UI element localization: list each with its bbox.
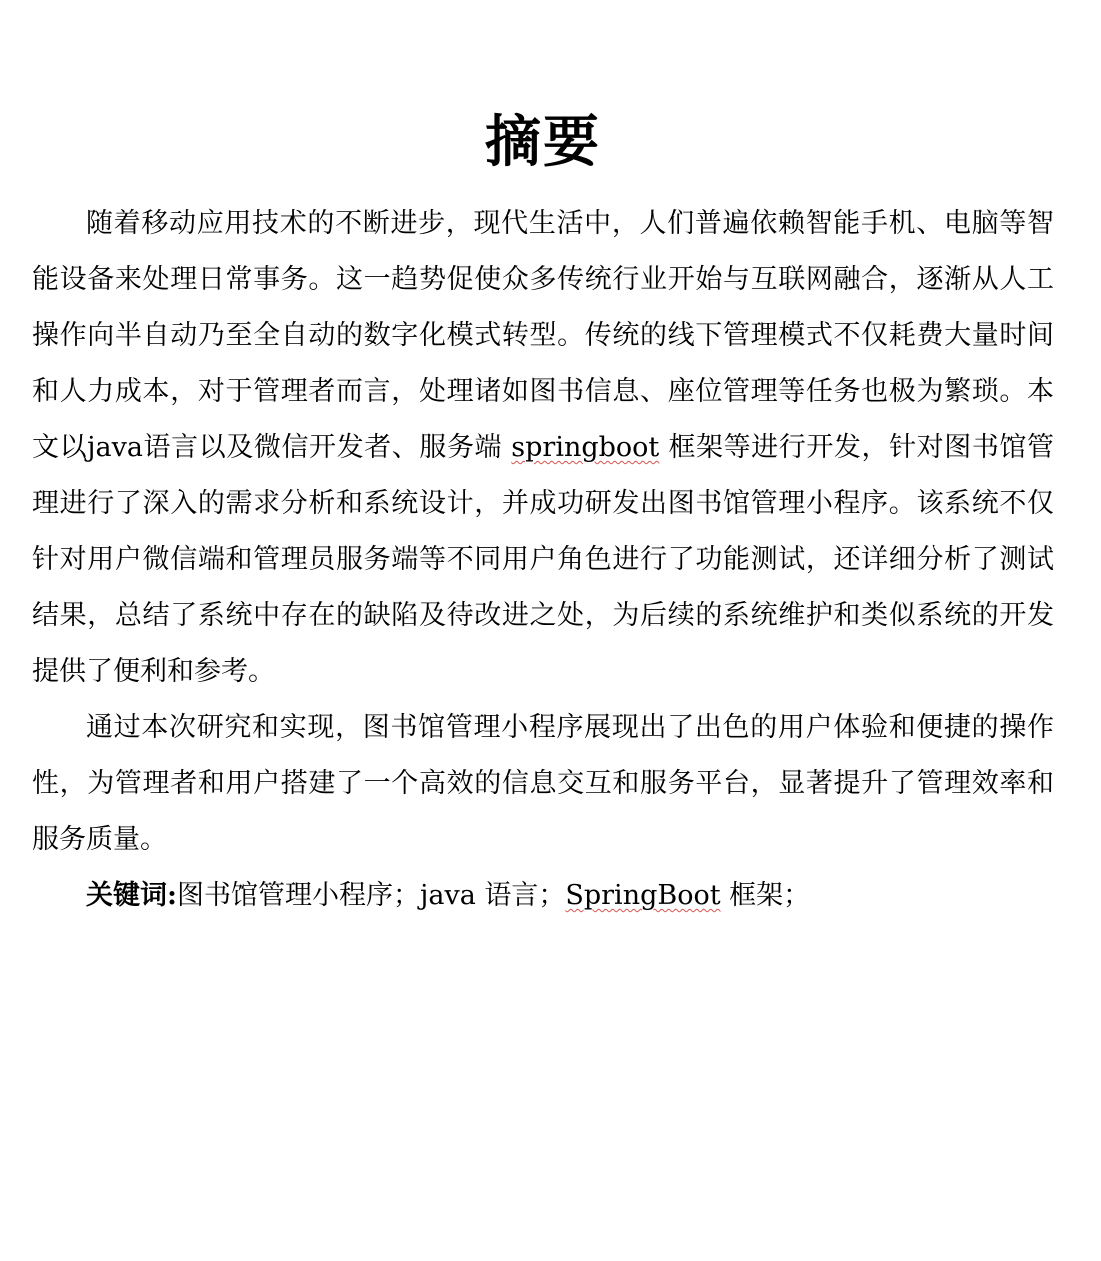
keywords-line (32, 868, 1054, 924)
keyword-1: 图书馆管理小程序； (176, 880, 420, 911)
document-page (32, 100, 1054, 924)
paragraph-1-text-start: 随着移动应用技术的不断进步，现代生活中，人们普遍依赖智能手机、电脑等智能设备来处理日常事务。这一趋势促使众多传统行业开始与互联网融合，逐渐从人工操作向半自动乃至全自动的数字化模式转型。传统的线下管理模式不仅耗费大量时间和人力成本，对于管理者而言，处理诸如图书信息、座位管理等任务也极为繁琐。本文以java语言以及微信开发者、服务端 (32, 208, 1054, 463)
keyword-3: SpringBoot (565, 880, 721, 911)
springboot-misspelled-word: springboot (511, 432, 660, 463)
abstract-paragraph-1 (32, 196, 1054, 700)
paragraph-1-text-end: 框架等进行开发，针对图书馆管理进行了深入的需求分析和系统设计，并成功研发出图书馆管理小程序。该系统不仅针对用户微信端和管理员服务端等不同用户角色进行了功能测试，还详细分析了测试结果，总结了系统中存在的缺陷及待改进之处，为后续的系统维护和类似系统的开发提供了便利和参考。 (32, 432, 1054, 687)
abstract-title: 摘要 (485, 109, 601, 175)
keyword-3-suffix: 框架； (720, 880, 811, 911)
abstract-paragraph-2: 通过本次研究和实现，图书馆管理小程序展现出了出色的用户体验和便捷的操作性，为管理者和用户搭建了一个高效的信息交互和服务平台，显著提升了管理效率和服务质量。 (32, 712, 1054, 855)
keywords-label: 关键词: (86, 880, 177, 911)
keyword-2: java 语言； (419, 880, 566, 911)
